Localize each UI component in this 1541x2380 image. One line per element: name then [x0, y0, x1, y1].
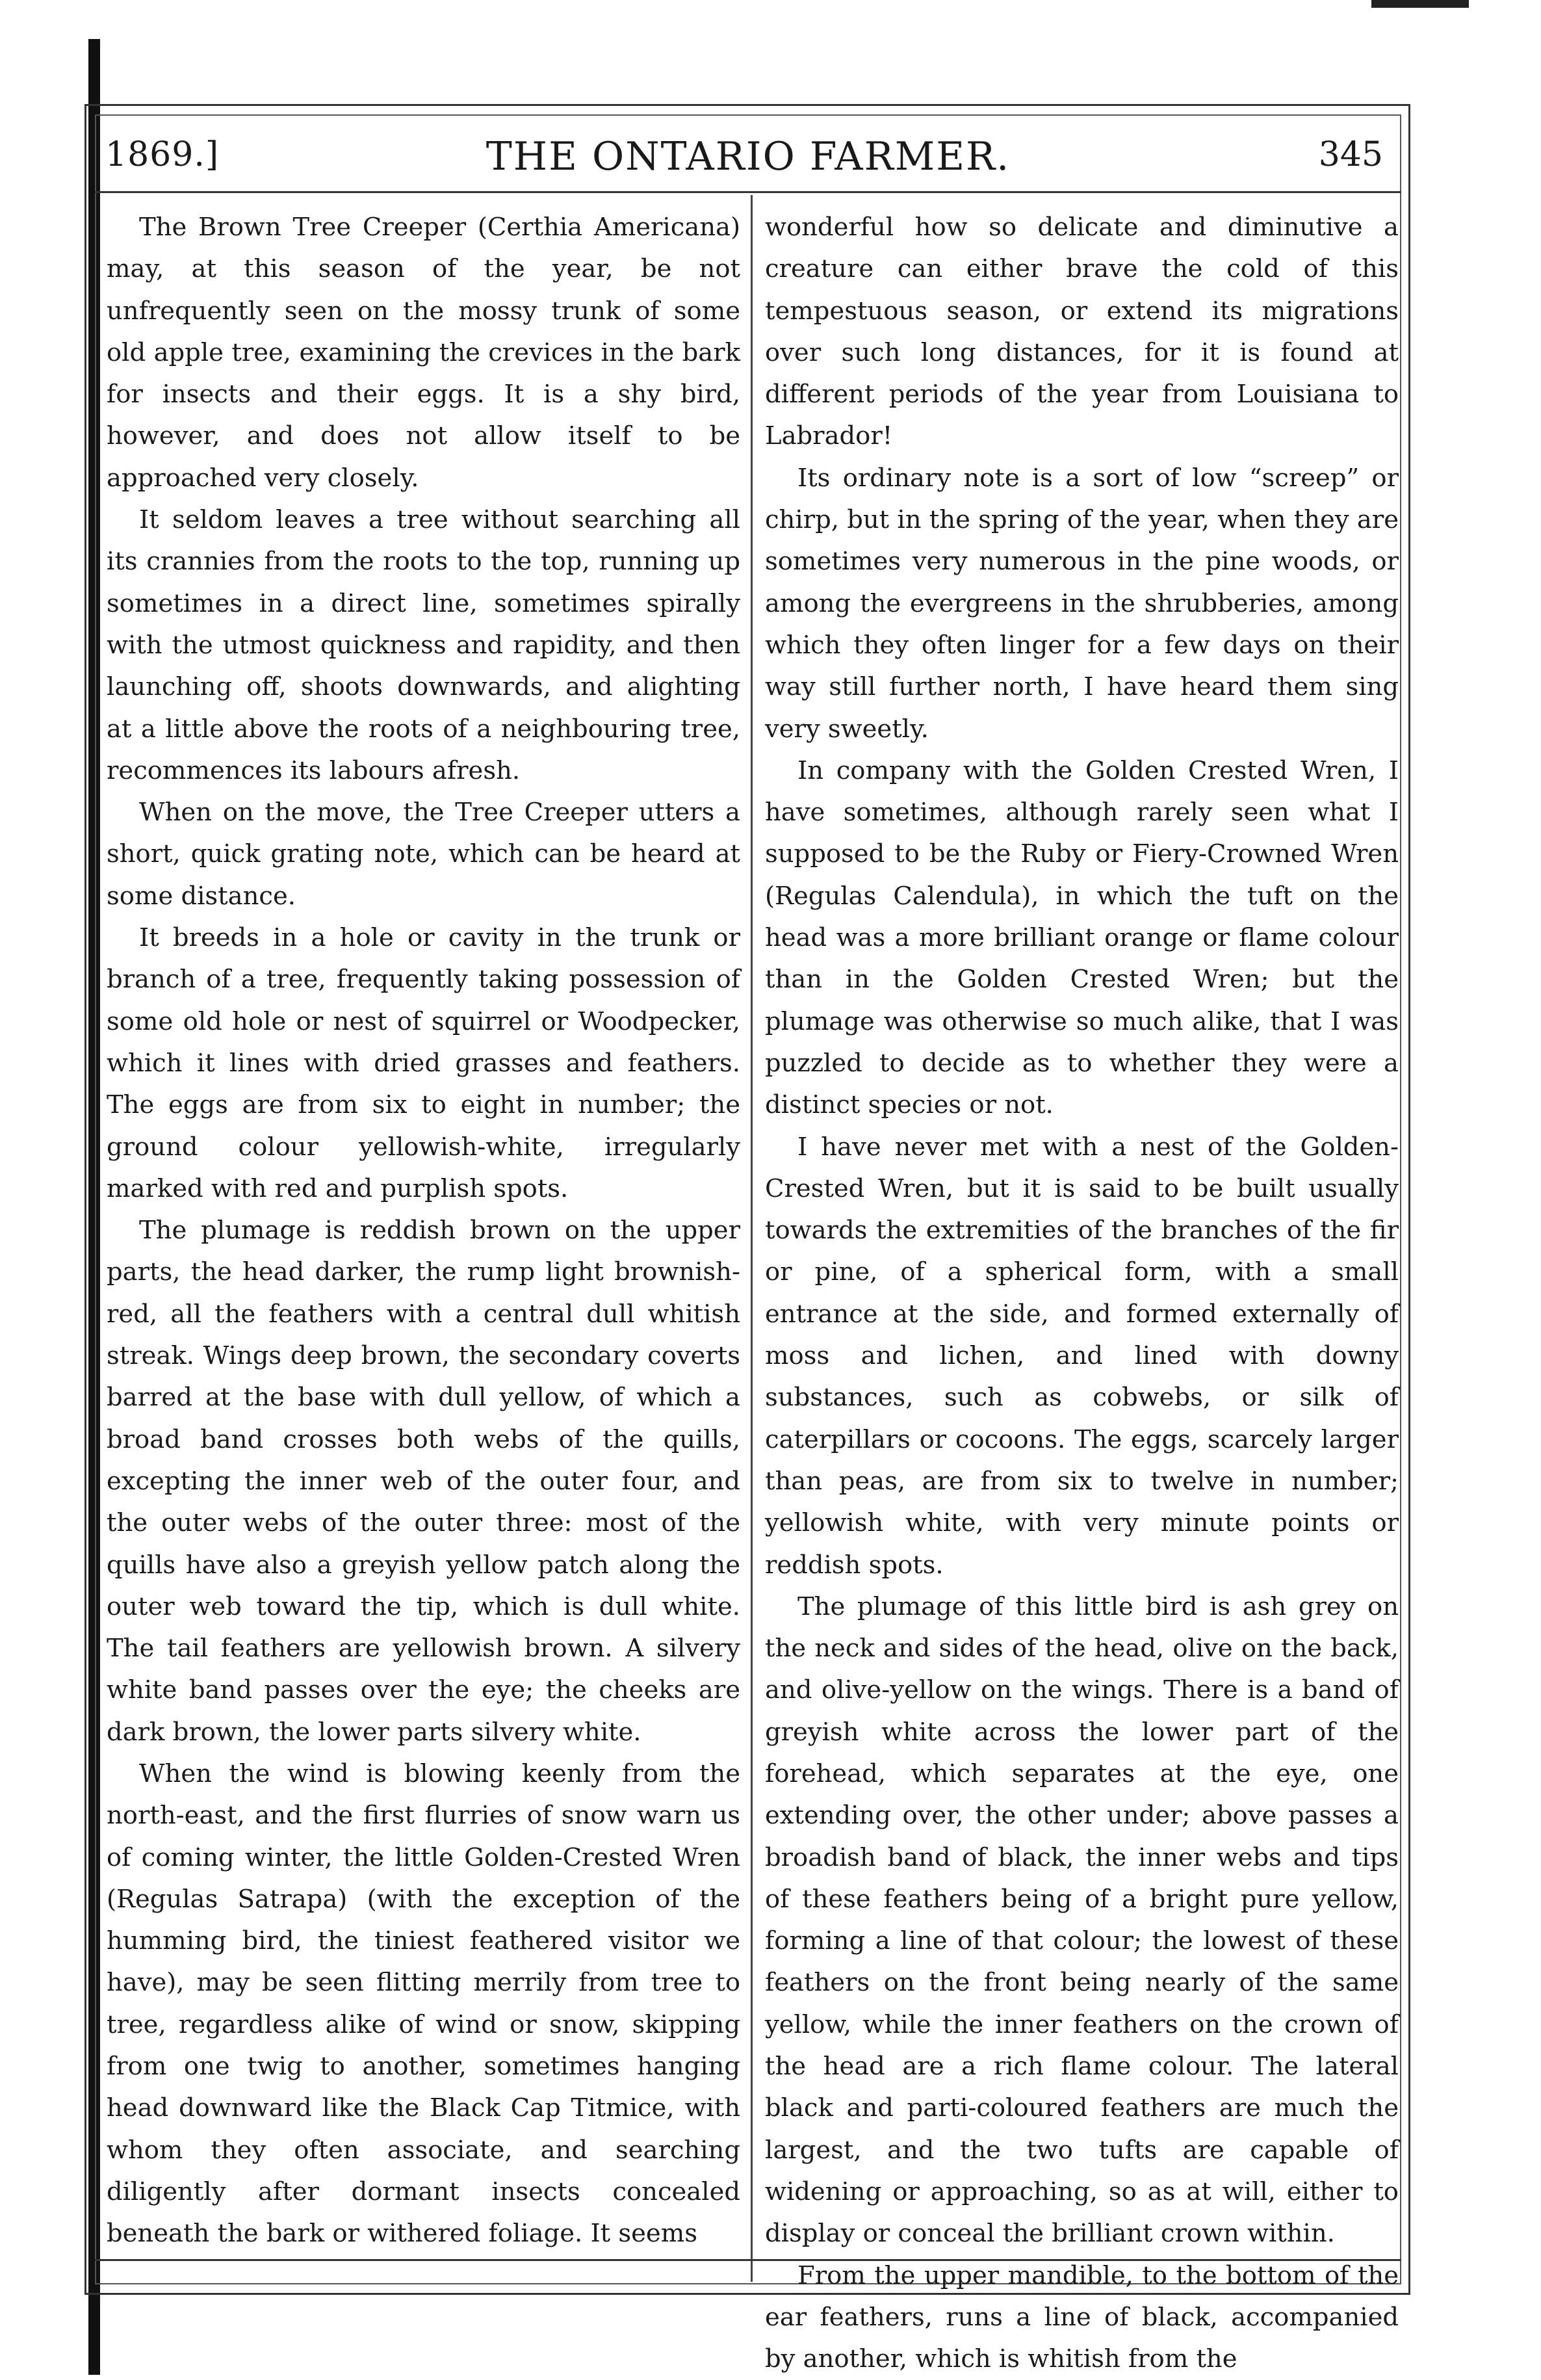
page-number: 345	[1318, 135, 1383, 174]
paragraph: Its ordinary note is a sort of low “screep” or chirp, but in the spring of the year, when they are sometimes very numerous in the pine woods, or among the evergreens in the shrubberies, among which they often linger for a few days on their way still further north, I have heard them sing very sweetly.	[765, 463, 1399, 744]
paragraph: When on the move, the Tree Creeper utters a short, quick grating note, which can be heard at some distance.	[107, 798, 740, 911]
running-header	[95, 127, 1401, 187]
paragraph: I have never met with a nest of the Golden-Crested Wren, but it is said to be built usually towards the extremities of the branches of the fir or pine, of a spherical form, with a small entrance at the side, and formed externally of moss and lichen, and lined with downy substances, such as cobwebs, or silk of caterpillars or cocoons. The eggs, scarcely larger than peas, are from six to twelve in number; yellowish white, with very minute points or reddish spots.	[765, 1132, 1399, 1580]
paragraph: In company with the Golden Crested Wren, I have sometimes, although rarely seen what I supposed to be the Ruby or Fiery-Crowned Wren (Regulas Calendula), in which the tuft on the head was a more brilliant orange or flame colour than in the Golden Crested Wren; but the plumage was otherwise so much alike, that I was puzzled to decide as to whether they were a distinct species or not.	[765, 755, 1399, 1120]
right-column	[765, 207, 1399, 2374]
paragraph: It breeds in a hole or cavity in the trunk or branch of a tree, frequently taking possession of some old hole or nest of squirrel or Woodpecker, which it lines with dried grasses and feathers. The eggs are from six to eight in number; the ground colour yellowish-white, irregularly marked with red and purplish spots.	[107, 923, 740, 1203]
paragraph: When the wind is blowing keenly from the north-east, and the first flurries of snow warn us of coming winter, the little Golden-Crested Wren (Regulas Satrapa) (with the exception of the humming bird, the tiniest feathered visitor we have), may be seen flitting merrily from tree to tree, regardless alike of wind or snow, skipping from one twig to another, sometimes hanging head downward like the Black Cap Titmice, with whom they often associate, and searching diligently after dormant insects concealed beneath the bark or withered foliage. It seems	[107, 1759, 740, 2249]
paragraph: The plumage is reddish brown on the upper parts, the head darker, the rump light brownish-red, all the feathers with a central dull whitish streak. Wings deep brown, the secondary coverts barred at the base with dull yellow, of which a broad band crosses both webs of the quills, excepting the inner web of the outer four, and the outer webs of the outer three: most of the quills have also a greyish yellow patch along the outer web toward the tip, which is dull white. The tail feathers are yellowish brown. A silvery white band passes over the eye; the cheeks are dark brown, the lower parts silvery white.	[107, 1216, 740, 1747]
paragraph: The Brown Tree Creeper (Certhia Americana) may, at this season of the year, be not unfrequently seen on the mossy trunk of some old apple tree, examining the crevices in the bark for insects and their eggs. It is a shy bird, however, and does not allow itself to be approached very closely.	[107, 213, 740, 493]
paragraph: From the upper mandible, to the bottom of the ear feathers, runs a line of black, accompanied by another, which is whitish from the	[765, 2260, 1399, 2374]
left-column	[107, 207, 740, 2255]
paragraph: The plumage of this little bird is ash grey on the neck and sides of the head, olive on the back, and olive-yellow on the wings. There is a band of greyish white across the lower part of the forehead, which separates at the eye, one extending over, the other under; above passes a broadish band of black, the inner webs and tips of these feathers being of a bright pure yellow, forming a line of that colour; the lowest of these feathers on the front being nearly of the same yellow, while the inner feathers on the crown of the head are a rich flame colour. The lateral black and parti-coloured feathers are much the largest, and the two tufts are capable of widening or approaching, so as at will, either to display or conceal the brilliant crown within.	[765, 1591, 1399, 2249]
header-year: 1869.]	[105, 135, 220, 174]
paragraph: wonderful how so delicate and diminutive a creature can either brave the cold of this tempestuous season, or extend its migrations over such long distances, for it is found at different periods of the year from Louisiana to Labrador!	[765, 213, 1399, 451]
column-divider	[751, 195, 753, 2282]
paragraph: It seldom leaves a tree without searching all its crannies from the roots to the top, running up sometimes in a direct line, sometimes spirally with the utmost quickness and rapidity, and then launching off, shoots downwards, and alighting at a little above the roots of a neighbouring tree, recommences its labours afresh.	[107, 505, 740, 785]
header-title: THE ONTARIO FARMER.	[486, 134, 1011, 179]
header-rule	[95, 191, 1401, 193]
top-edge-rule	[1371, 0, 1469, 8]
bottom-rule	[95, 2259, 1401, 2261]
